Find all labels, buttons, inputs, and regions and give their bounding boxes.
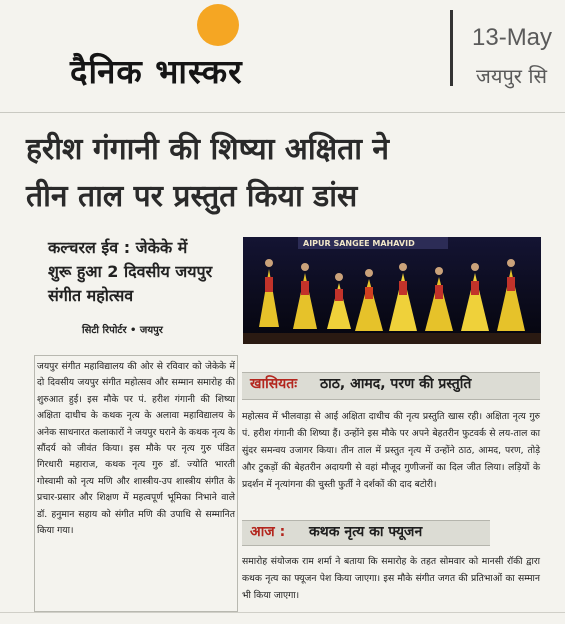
- masthead-divider: [450, 10, 453, 86]
- stage-banner-text: AIPUR SANGEE MAHAVID: [303, 239, 415, 248]
- aaj-body: समारोह संयोजक राम शर्मा ने बताया कि समारोह के तहत सोमवार को मानसी रॉकी द्वारा कथक नृत्य का फ्यूजन पेश किया जाएगा। इस मौके संगीत जगत की प्रतिभाओं का सम्मान भी किया जाएगा।: [242, 556, 540, 601]
- newspaper-brand: दैनिक भास्कर: [70, 52, 243, 91]
- khasiyat-body: महोत्सव में भीलवाड़ा से आई अक्षिता दाधीच की नृत्य प्रस्तुति खास रही। अक्षिता नृत्य गुरु पं. हरीश गंगानी की शिष्या हैं। उन्होंने इस मौके पर अपने बेहतरीन फुटवर्क से लय-ताल का सुंदर समन्वय उजागर किया। तीन ताल में प्रस्तुत नृत्य में उन्होंने ठाठ, आमद, परण, तोड़े और टुकड़ों की बेहतरीन अदायगी से वहां मौजूद गुणीजनों का दिल जीत लिया। लड़ियों के प्रदर्शन में नृत्यांगना की चुस्ती फुर्ती ने दर्शकों की दाद बटोरी।: [242, 411, 540, 490]
- bottom-rule: [0, 612, 565, 613]
- left-article-body: जयपुर संगीत महाविद्यालय की ओर से रविवार को जेकेके में दो दिवसीय जयपुर संगीत महोत्सव और सम्मान समारोह की शुरुआत हुई। इस मौके पर पं. हरीश गंगानी की शिष्या अक्षिता दाधीच के कथक नृत्य के अलावा महाविद्यालय के अनेक साधनारत कलाकारों ने जयपुर घराने के कथक नृत्य के सौंदर्य को जीवंत किया। इस मौके पर नृत्य गुरु पंडित गिरधारी महाराज, कथक नृत्य गुरु डॉ. ज्योति भारती गोस्वामी को नृत्य मणि और शास्त्रीय-उप शास्त्रीय संगीत के प्रचार-प्रसार और शिक्षण में महत्वपूर्ण भूमिका निभाने वाले डॉ. हनुमान सहाय को संगीत मणि की उपाधि से सम्मानित किया गया।: [37, 361, 235, 537]
- dance-performance-photo: [243, 237, 541, 344]
- headline-line-1: हरीश गंगानी की शिष्या अक्षिता ने: [26, 132, 390, 167]
- masthead-rule: [0, 112, 565, 113]
- headline-line-2: तीन ताल पर प्रस्तुत किया डांस: [26, 179, 358, 214]
- aaj-title: कथक नृत्य का फ्यूजन: [309, 524, 423, 540]
- edition-city: जयपुर सि: [476, 64, 548, 88]
- byline: सिटी रिपोर्टर • जयपुर: [82, 325, 163, 336]
- edition-date: 13-May: [472, 24, 553, 51]
- aaj-label: आज :: [250, 524, 286, 540]
- subhead-line-1: कल्चरल ईव : जेकेके में: [48, 238, 188, 257]
- left-article-column: [34, 355, 238, 612]
- subhead-line-2: शुरू हुआ 2 दिवसीय जयपुर: [48, 262, 213, 281]
- khasiyat-label: खासियतः: [250, 376, 298, 392]
- subhead-line-3: संगीत महोत्सव: [48, 286, 134, 305]
- sun-logo-icon: [192, 2, 244, 48]
- khasiyat-title: ठाठ, आमद, परण की प्रस्तुति: [320, 376, 472, 392]
